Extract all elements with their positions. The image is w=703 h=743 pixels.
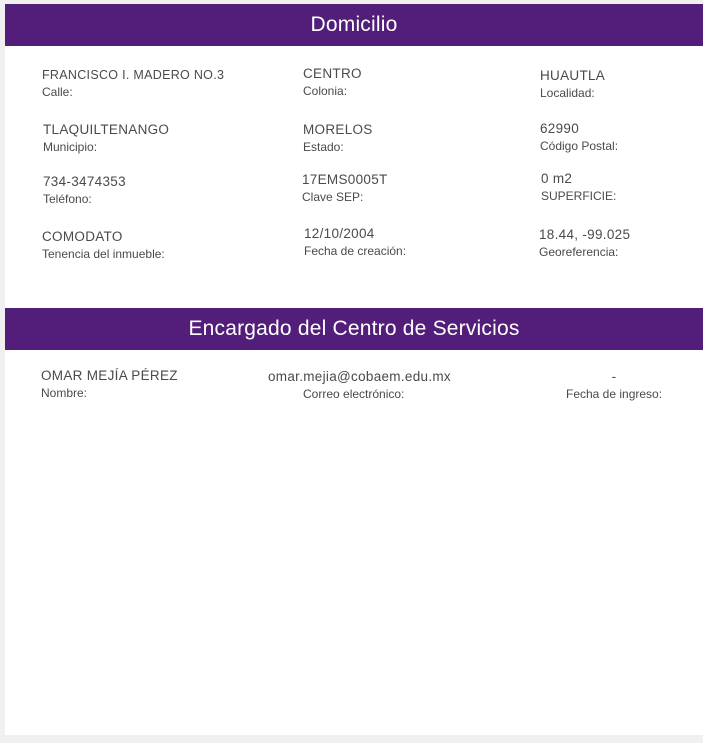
field-localidad [540, 68, 605, 100]
telefono-label: Teléfono: [43, 192, 92, 206]
field-municipio [43, 122, 169, 154]
field-superficie [541, 171, 616, 203]
colonia-value: CENTRO [303, 66, 362, 81]
correo-value: omar.mejia@cobaem.edu.mx [268, 369, 451, 384]
superficie-value: 0 m2 [541, 171, 573, 186]
superficie-label: SUPERFICIE: [541, 189, 617, 203]
localidad-label: Localidad: [540, 86, 595, 100]
field-georeferencia [539, 227, 630, 259]
field-estado [303, 122, 373, 154]
field-fecha-creacion [304, 226, 406, 258]
page-panel [5, 4, 703, 735]
calle-value: FRANCISCO I. MADERO NO.3 [42, 68, 225, 82]
estado-value: MORELOS [303, 122, 373, 137]
fecha-creacion-label: Fecha de creación: [304, 244, 407, 258]
section-header-encargado [5, 308, 703, 350]
section-title-domicilio: Domicilio [310, 13, 398, 36]
colonia-label: Colonia: [303, 84, 348, 98]
field-telefono [43, 174, 126, 206]
correo-label: Correo electrónico: [303, 387, 405, 401]
section-header-domicilio [5, 4, 703, 46]
tenencia-value: COMODATO [42, 229, 123, 244]
field-correo [268, 369, 451, 401]
fecha-creacion-value: 12/10/2004 [304, 226, 375, 241]
field-clave-sep [302, 172, 388, 204]
estado-label: Estado: [303, 140, 344, 154]
clave-sep-value: 17EMS0005T [302, 172, 388, 187]
localidad-value: HUAUTLA [540, 68, 606, 83]
codigo-postal-label: Código Postal: [540, 139, 619, 153]
field-fecha-ingreso [566, 369, 662, 401]
field-tenencia [42, 229, 165, 261]
municipio-label: Municipio: [43, 140, 98, 154]
nombre-label: Nombre: [41, 386, 88, 400]
tenencia-label: Tenencia del inmueble: [42, 247, 165, 261]
fecha-ingreso-label: Fecha de ingreso: [566, 387, 663, 401]
municipio-value: TLAQUILTENANGO [43, 122, 170, 137]
clave-sep-label: Clave SEP: [302, 190, 364, 204]
georeferencia-label: Georeferencia: [539, 245, 619, 259]
telefono-value: 734-3474353 [43, 174, 126, 189]
field-colonia [303, 66, 362, 98]
section-title-encargado: Encargado del Centro de Servicios [188, 317, 520, 340]
calle-label: Calle: [42, 85, 73, 99]
nombre-value: OMAR MEJÍA PÉREZ [41, 368, 178, 383]
fecha-ingreso-value: - [611, 369, 617, 384]
georeferencia-value: 18.44, -99.025 [539, 227, 631, 242]
field-calle [42, 68, 224, 99]
field-codigo-postal [540, 121, 618, 153]
field-nombre [41, 368, 178, 400]
codigo-postal-value: 62990 [540, 121, 580, 136]
